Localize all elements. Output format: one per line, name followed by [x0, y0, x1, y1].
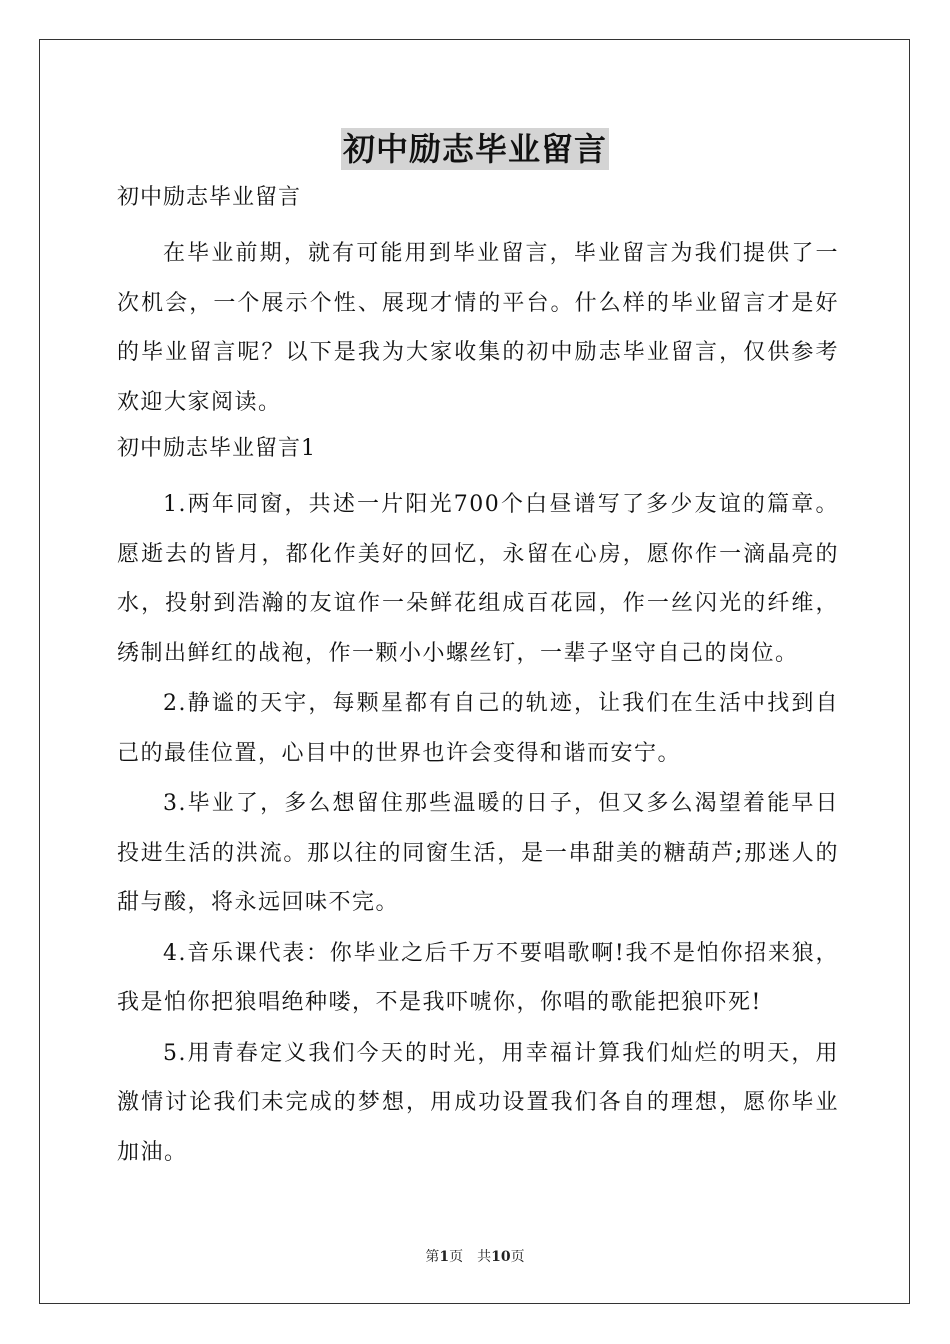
message-paragraph-5: 5.用青春定义我们今天的时光，用幸福计算我们灿烂的明天，用激情讨论我们未完成的梦想，用成功设置我们各自的理想，愿你毕业加油。 [117, 1040, 839, 1165]
title-container [0, 128, 950, 170]
document-body [117, 180, 839, 1178]
page-total: 10 [491, 1249, 511, 1265]
document-subtitle: 初中励志毕业留言 [117, 185, 302, 210]
message-paragraph-1: 1.两年同窗，共述一片阳光700个白昼谱写了多少友谊的篇章。愿逝去的皆月，都化作美好的回忆，永留在心房，愿你作一滴晶亮的水，投射到浩瀚的友谊作一朵鲜花组成百花园，作一丝闪光的纤维，绣制出鲜红的战袍，作一颗小小螺丝钉，一辈子坚守自己的岗位。 [117, 492, 839, 666]
page-mid: 页 共 [449, 1249, 492, 1265]
message-paragraph-4: 4.音乐课代表：你毕业之后千万不要唱歌啊!我不是怕你招来狼，我是怕你把狼唱绝种喽，不是我吓唬你，你唱的歌能把狼吓死! [117, 940, 839, 1015]
page-suffix: 页 [510, 1249, 525, 1265]
page-prefix: 第 [425, 1249, 440, 1265]
section-heading: 初中励志毕业留言1 [117, 436, 316, 461]
page-footer [0, 1246, 950, 1266]
message-paragraph-3: 3.毕业了，多么想留住那些温暖的日子，但又多么渴望着能早日投进生活的洪流。那以往的同窗生活，是一串甜美的糖葫芦;那迷人的甜与酸，将永远回味不完。 [117, 791, 839, 915]
intro-paragraph: 在毕业前期，就有可能用到毕业留言，毕业留言为我们提供了一次机会，一个展示个性、展现才情的平台。什么样的毕业留言才是好的毕业留言呢？以下是我为大家收集的初中励志毕业留言，仅供参考欢迎大家阅读。 [117, 241, 839, 415]
page-current: 1 [439, 1249, 450, 1265]
document-title: 初中励志毕业留言 [342, 130, 607, 168]
message-paragraph-2: 2.静谧的天宇，每颗星都有自己的轨迹，让我们在生活中找到自己的最佳位置，心目中的世界也许会变得和谐而安宁。 [117, 691, 839, 766]
